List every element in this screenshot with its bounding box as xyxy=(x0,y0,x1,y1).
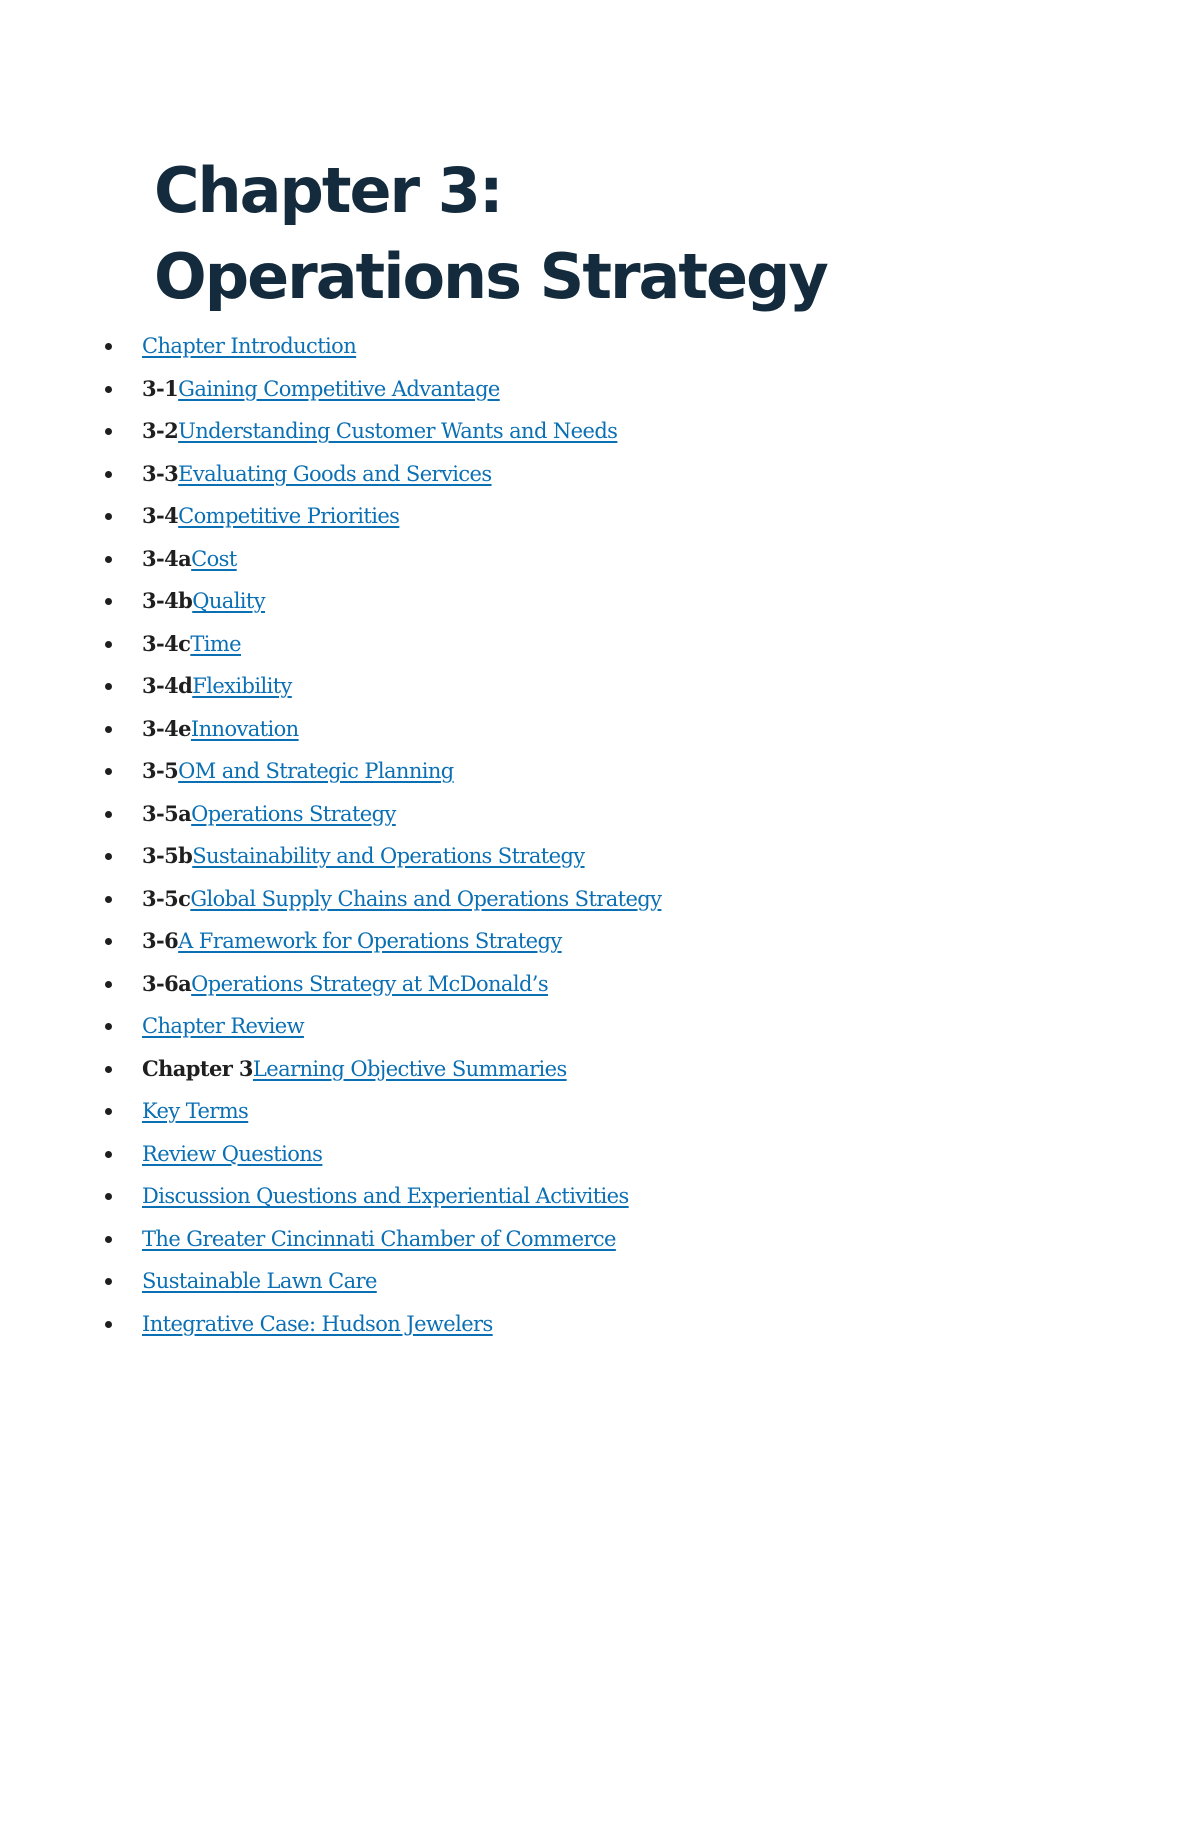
bullet-icon xyxy=(105,811,112,818)
toc-item xyxy=(0,328,661,371)
section-number: 3-4e xyxy=(142,715,191,741)
toc-item xyxy=(0,1136,661,1179)
section-number: 3-4a xyxy=(142,545,192,571)
bullet-icon xyxy=(105,1278,112,1285)
section-number: 3-4d xyxy=(142,673,193,698)
toc-item xyxy=(0,668,661,711)
bullet-icon xyxy=(105,1151,112,1158)
bullet-icon xyxy=(105,853,112,860)
toc-item xyxy=(0,498,661,541)
toc-item xyxy=(0,1221,661,1264)
bullet-icon xyxy=(105,1023,112,1030)
toc-item xyxy=(0,966,661,1009)
toc-link[interactable]: Learning Objective Summaries xyxy=(252,1056,567,1081)
bullet-icon xyxy=(105,471,112,478)
toc-link[interactable]: Sustainability and Operations Strategy xyxy=(192,844,585,868)
toc-link[interactable]: Cost xyxy=(191,546,237,571)
toc-item xyxy=(0,1051,661,1094)
bullet-icon xyxy=(105,1236,112,1243)
toc-link[interactable]: A Framework for Operations Strategy xyxy=(178,929,562,953)
toc-link[interactable]: Competitive Priorities xyxy=(178,504,400,528)
table-of-contents xyxy=(0,328,661,1348)
section-number: 3-5c xyxy=(142,885,191,911)
toc-item xyxy=(0,413,661,456)
toc-link[interactable]: Quality xyxy=(192,589,266,613)
section-number: 3-5a xyxy=(142,800,192,826)
toc-link[interactable]: Global Supply Chains and Operations Strategy xyxy=(190,886,662,911)
section-number: 3-4b xyxy=(142,588,193,613)
bullet-icon xyxy=(105,981,112,988)
toc-link[interactable]: Chapter Review xyxy=(142,1014,304,1038)
toc-link[interactable]: Evaluating Goods and Services xyxy=(178,461,492,486)
bullet-icon xyxy=(105,768,112,775)
toc-link[interactable]: Key Terms xyxy=(142,1099,249,1123)
toc-link[interactable]: Operations Strategy at McDonald’s xyxy=(191,971,549,996)
section-number: 3-4c xyxy=(142,630,191,656)
bullet-icon xyxy=(105,1321,112,1328)
bullet-icon xyxy=(105,1193,112,1200)
toc-item xyxy=(0,796,661,839)
toc-item xyxy=(0,1008,661,1051)
bullet-icon xyxy=(105,343,112,350)
bullet-icon xyxy=(105,938,112,945)
toc-link[interactable]: Discussion Questions and Experiential Activities xyxy=(142,1184,629,1208)
toc-item xyxy=(0,881,661,924)
toc-item xyxy=(0,583,661,626)
toc-item xyxy=(0,923,661,966)
toc-item xyxy=(0,838,661,881)
section-number: 3-6 xyxy=(142,928,179,953)
toc-link[interactable]: The Greater Cincinnati Chamber of Commerce xyxy=(142,1226,616,1251)
toc-link[interactable]: OM and Strategic Planning xyxy=(178,759,454,783)
section-number: 3-6a xyxy=(142,970,192,996)
bullet-icon xyxy=(105,1066,112,1073)
page-title: Chapter 3: Operations Strategy xyxy=(154,154,827,313)
toc-item xyxy=(0,626,661,669)
section-number: 3-5b xyxy=(142,843,193,868)
toc-item xyxy=(0,541,661,584)
toc-item xyxy=(0,1093,661,1136)
bullet-icon xyxy=(105,556,112,563)
toc-link[interactable]: Integrative Case: Hudson Jewelers xyxy=(142,1311,493,1336)
toc-link[interactable]: Innovation xyxy=(190,716,299,741)
bullet-icon xyxy=(105,513,112,520)
toc-item xyxy=(0,456,661,499)
bullet-icon xyxy=(105,896,112,903)
toc-link[interactable]: Flexibility xyxy=(192,674,292,698)
bullet-icon xyxy=(105,1108,112,1115)
toc-link[interactable]: Chapter Introduction xyxy=(142,334,357,358)
toc-link[interactable]: Understanding Customer Wants and Needs xyxy=(178,419,618,443)
section-number: 3-2 xyxy=(142,418,179,443)
toc-item xyxy=(0,371,661,414)
toc-link[interactable]: Time xyxy=(190,631,241,656)
toc-link[interactable]: Sustainable Lawn Care xyxy=(142,1269,377,1293)
bullet-icon xyxy=(105,726,112,733)
bullet-icon xyxy=(105,641,112,648)
toc-link[interactable]: Operations Strategy xyxy=(191,801,396,826)
toc-item xyxy=(0,753,661,796)
section-number: 3-3 xyxy=(142,460,179,486)
toc-item xyxy=(0,1306,661,1349)
section-number: 3-4 xyxy=(142,503,179,528)
bullet-icon xyxy=(105,683,112,690)
section-number: Chapter 3 xyxy=(142,1055,253,1081)
bullet-icon xyxy=(105,386,112,393)
section-number: 3-5 xyxy=(142,758,179,783)
bullet-icon xyxy=(105,428,112,435)
bullet-icon xyxy=(105,598,112,605)
section-number: 3-1 xyxy=(142,375,179,401)
toc-item xyxy=(0,1178,661,1221)
toc-item xyxy=(0,711,661,754)
toc-link[interactable]: Gaining Competitive Advantage xyxy=(178,376,500,401)
toc-link[interactable]: Review Questions xyxy=(142,1141,323,1166)
toc-item xyxy=(0,1263,661,1306)
